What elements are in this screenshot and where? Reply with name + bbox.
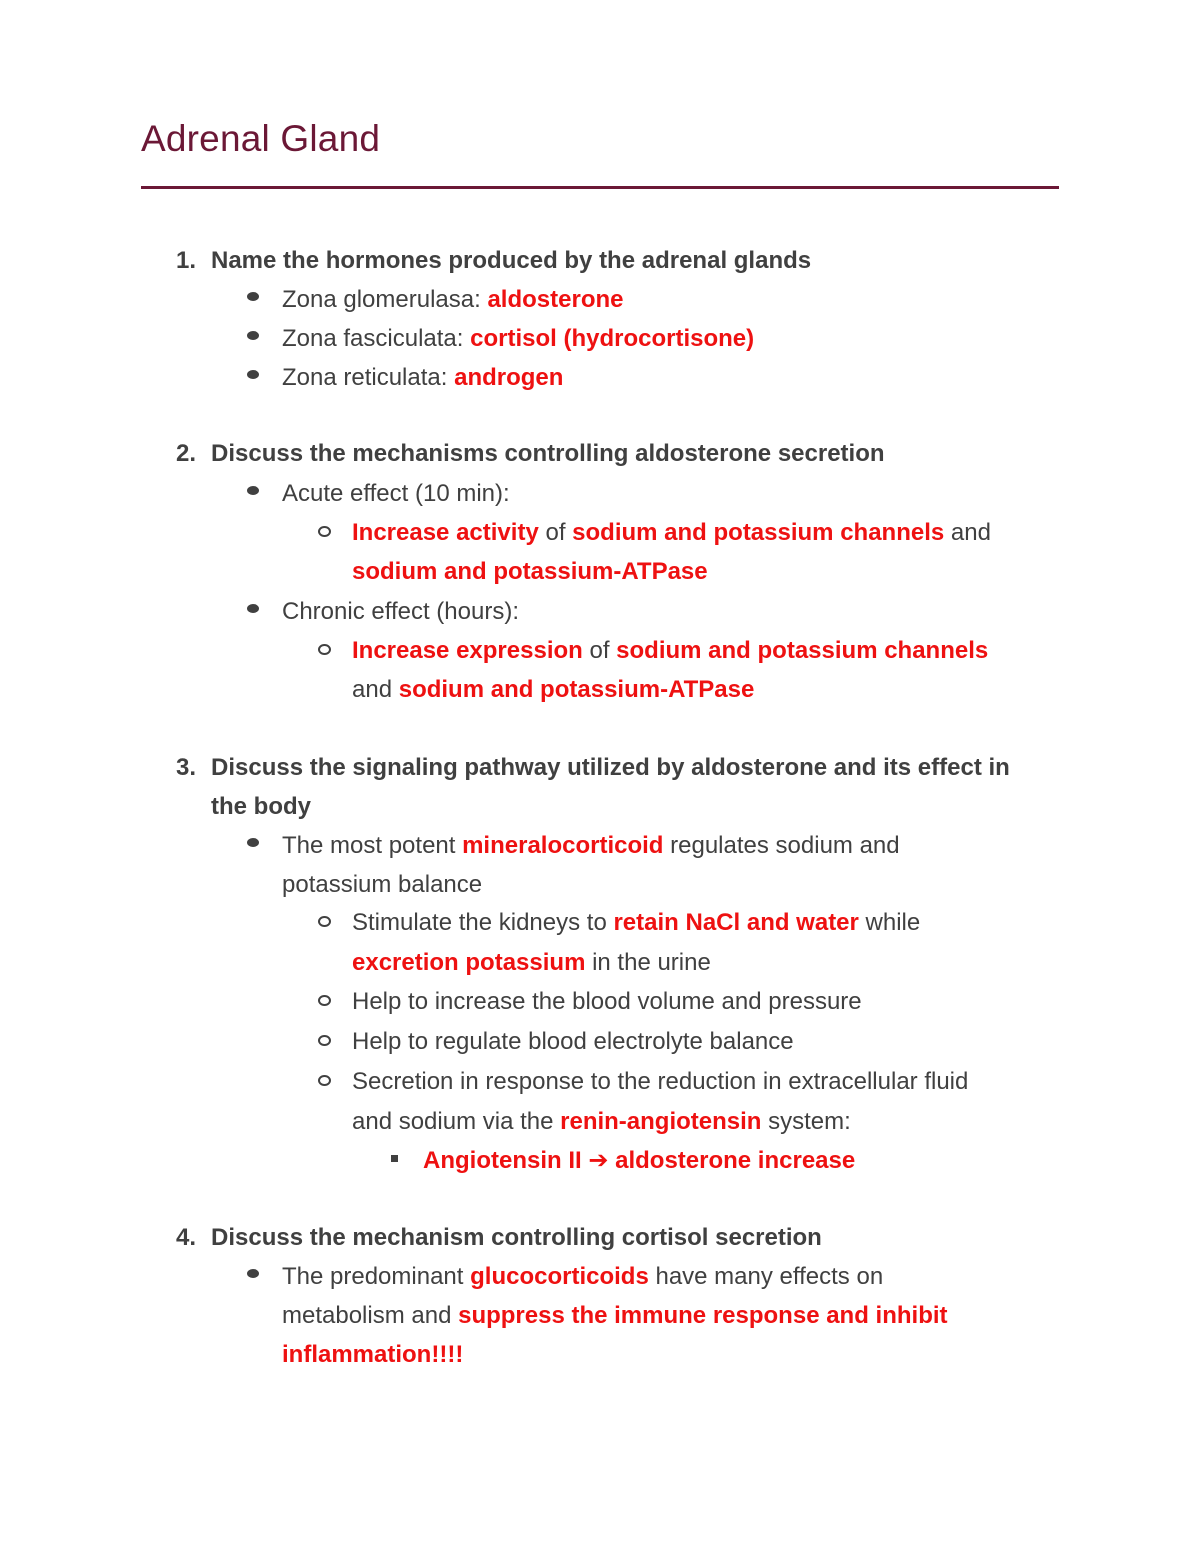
highlight: sodium and potassium-ATPase bbox=[352, 558, 708, 585]
circle-bullet-icon bbox=[318, 995, 331, 1006]
highlight: aldosterone bbox=[487, 286, 624, 313]
highlight: Increase expression bbox=[352, 637, 583, 664]
text: while bbox=[858, 909, 921, 936]
bullet-icon bbox=[247, 331, 259, 340]
highlight: aldosterone increase bbox=[608, 1147, 856, 1174]
document-title: Adrenal Gland bbox=[141, 118, 381, 159]
q1-bullet-1 bbox=[282, 285, 623, 315]
bullet-icon bbox=[247, 370, 259, 379]
highlight: Increase activity bbox=[352, 519, 539, 546]
text: and bbox=[944, 519, 991, 546]
q3-number: 3. bbox=[176, 754, 197, 781]
bullet-icon bbox=[247, 486, 259, 495]
q2-acute: Acute effect (10 min): bbox=[282, 480, 510, 507]
q3-bullet-l1 bbox=[282, 831, 900, 861]
highlight: sodium and potassium channels bbox=[616, 637, 989, 664]
q2-chronic-sub-l2 bbox=[352, 675, 754, 705]
title-underline bbox=[141, 186, 1059, 189]
label: Zona fasciculata: bbox=[282, 325, 471, 352]
highlight: excretion potassium bbox=[352, 949, 586, 976]
text: of bbox=[538, 519, 573, 546]
arrow-right-icon: ➔ bbox=[588, 1147, 609, 1174]
q3-bullet-l2: potassium balance bbox=[282, 871, 483, 898]
q4-number: 4. bbox=[176, 1224, 197, 1251]
q4-bullet-l1 bbox=[282, 1262, 883, 1292]
text: in the urine bbox=[585, 949, 711, 976]
q3-heading-l2: the body bbox=[211, 793, 311, 820]
highlight: mineralocorticoid bbox=[462, 832, 664, 859]
circle-bullet-icon bbox=[318, 1035, 331, 1046]
q3-sub4-l2 bbox=[352, 1107, 851, 1137]
q3-sub3: Help to regulate blood electrolyte balance bbox=[352, 1028, 794, 1055]
square-bullet-icon bbox=[391, 1155, 398, 1162]
bullet-icon bbox=[247, 838, 259, 847]
highlight: inflammation!!!! bbox=[282, 1341, 464, 1368]
q2-chronic-sub-l1 bbox=[352, 636, 988, 666]
highlight: sodium and potassium-ATPase bbox=[398, 676, 755, 703]
q2-chronic: Chronic effect (hours): bbox=[282, 598, 519, 625]
q1-bullet-2 bbox=[282, 324, 754, 354]
highlight: Angiotensin II bbox=[423, 1147, 589, 1174]
q1-heading: Name the hormones produced by the adrenal glands bbox=[211, 247, 812, 274]
text: and bbox=[352, 676, 399, 703]
text: system: bbox=[761, 1108, 851, 1135]
highlight: suppress the immune response and inhibit bbox=[458, 1302, 948, 1329]
label: Zona reticulata: bbox=[282, 364, 455, 391]
bullet-icon bbox=[247, 292, 259, 301]
text: Stimulate the kidneys to bbox=[352, 909, 614, 936]
circle-bullet-icon bbox=[318, 916, 331, 927]
q4-heading: Discuss the mechanism controlling cortisol secretion bbox=[211, 1224, 822, 1251]
q3-sub1-l2 bbox=[352, 948, 711, 978]
q2-acute-sub-l1 bbox=[352, 518, 991, 548]
text: The predominant bbox=[282, 1263, 471, 1290]
text: of bbox=[582, 637, 617, 664]
circle-bullet-icon bbox=[318, 526, 331, 537]
text: and sodium via the bbox=[352, 1108, 561, 1135]
q3-subsub1 bbox=[423, 1146, 855, 1176]
highlight: retain NaCl and water bbox=[613, 909, 859, 936]
text: have many effects on bbox=[648, 1263, 884, 1290]
highlight: glucocorticoids bbox=[470, 1263, 649, 1290]
q2-number: 2. bbox=[176, 440, 197, 467]
highlight: androgen bbox=[454, 364, 564, 391]
highlight: sodium and potassium channels bbox=[572, 519, 945, 546]
bullet-icon bbox=[247, 1269, 259, 1278]
q3-sub1-l1 bbox=[352, 908, 920, 938]
highlight: renin-angiotensin bbox=[560, 1108, 762, 1135]
label: Zona glomerulasa: bbox=[282, 286, 488, 313]
bullet-icon bbox=[247, 604, 259, 613]
q2-heading: Discuss the mechanisms controlling aldosterone secretion bbox=[211, 440, 885, 467]
q3-sub2: Help to increase the blood volume and pressure bbox=[352, 988, 862, 1015]
circle-bullet-icon bbox=[318, 1075, 331, 1086]
circle-bullet-icon bbox=[318, 644, 331, 655]
q3-sub4-l1: Secretion in response to the reduction in extracellular fluid bbox=[352, 1068, 969, 1095]
highlight: cortisol (hydrocortisone) bbox=[470, 325, 755, 352]
text: The most potent bbox=[282, 832, 463, 859]
q4-bullet-l2 bbox=[282, 1301, 948, 1331]
q2-acute-sub-l2 bbox=[352, 557, 708, 587]
text: regulates sodium and bbox=[663, 832, 900, 859]
q1-number: 1. bbox=[176, 247, 197, 274]
q4-bullet-l3 bbox=[282, 1340, 463, 1370]
q3-heading-l1: Discuss the signaling pathway utilized by aldosterone and its effect in bbox=[211, 754, 1010, 781]
text: metabolism and bbox=[282, 1302, 459, 1329]
q1-bullet-3 bbox=[282, 363, 563, 393]
